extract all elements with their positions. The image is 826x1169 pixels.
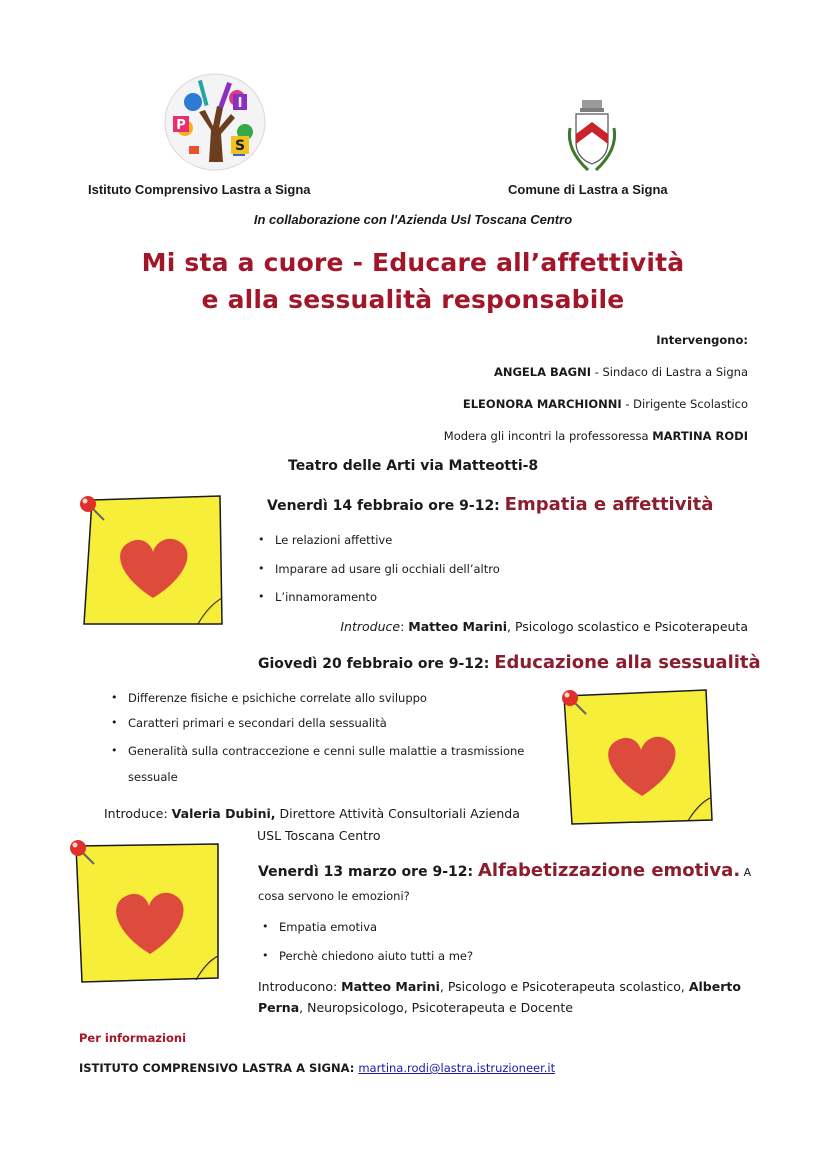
session-date: Venerdì 14 febbraio ore 9-12: xyxy=(267,498,505,514)
session-3-intro xyxy=(258,979,741,994)
town-coat-of-arms xyxy=(564,98,620,174)
list-item: • Caratteri primari e secondari della sessualità xyxy=(128,716,387,730)
session-3-question: cosa servono le emozioni? xyxy=(258,889,410,903)
session-date: Giovedì 20 febbraio ore 9-12: xyxy=(258,656,495,672)
intro-name-2a: Alberto xyxy=(688,979,741,994)
intro-label: Introduce: xyxy=(104,806,172,821)
session-topic-dot: . xyxy=(733,860,741,881)
list-item: • Generalità sulla contraccezione e cenni sulle malattie a trasmissione xyxy=(128,744,524,758)
list-item: • Differenze fisiche e psichiche correlate allo sviluppo xyxy=(128,691,427,705)
intro-sep: : xyxy=(400,619,409,634)
list-item: • L’innamoramento xyxy=(275,590,377,604)
session-3-intro-line-2 xyxy=(258,1000,573,1015)
moderator-line xyxy=(444,429,748,443)
session-topic: Educazione alla sessualità xyxy=(494,652,761,673)
moderator-prefix: Modera gli incontri la professoressa xyxy=(443,429,653,443)
speaker-name: ELEONORA MARCHIONNI xyxy=(462,397,622,411)
speaker-role: - Sindaco di Lastra a Signa xyxy=(591,365,748,379)
intro-role: Direttore Attività Consultoriali Azienda xyxy=(275,806,520,821)
collaboration-note: In collaborazione con l'Azienda Usl Toscana Centro xyxy=(253,212,573,227)
speaker-line xyxy=(463,397,748,411)
logo-letter-s: S xyxy=(234,138,246,154)
session-topic: Empatia e affettività xyxy=(504,494,714,515)
intro-label: Introduce xyxy=(340,619,401,634)
intro-name: Matteo Marini xyxy=(341,979,440,994)
page-title-line-1: Mi sta a cuore - Educare all’affettività xyxy=(141,248,685,277)
intro-role-2: , Neuropsicologo, Psicoterapeuta e Docente xyxy=(299,1000,573,1015)
info-prefix: ISTITUTO COMPRENSIVO LASTRA A SIGNA: xyxy=(79,1061,359,1075)
sticky-note-heart xyxy=(560,688,710,828)
session-2-intro xyxy=(104,806,520,821)
info-contact xyxy=(79,1061,555,1075)
speaker-role: - Dirigente Scolastico xyxy=(621,397,748,411)
list-item: • Imparare ad usare gli occhiali dell’altro xyxy=(275,562,500,576)
speaker-line xyxy=(494,365,748,379)
intro-role: , Psicologo e Psicoterapeuta scolastico, xyxy=(439,979,689,994)
session-date: Venerdì 13 marzo ore 9-12: xyxy=(258,864,478,880)
intro-role: , Psicologo scolastico e Psicoterapeuta xyxy=(507,619,748,634)
logo-letter-p: P xyxy=(176,118,186,133)
intro-name: Valeria Dubini, xyxy=(171,806,276,821)
info-label: Per informazioni xyxy=(79,1031,187,1045)
email-link[interactable]: martina.rodi@lastra.istruzioneer.it xyxy=(358,1061,556,1075)
list-item: • Le relazioni affettive xyxy=(275,533,392,547)
session-3-heading xyxy=(258,860,751,881)
session-2-intro-line-2: USL Toscana Centro xyxy=(257,828,381,843)
town-name: Comune di Lastra a Signa xyxy=(508,182,668,197)
venue: Teatro delle Arti via Matteotti-8 xyxy=(288,458,539,474)
school-name: Istituto Comprensivo Lastra a Signa xyxy=(88,182,311,197)
session-1-intro xyxy=(340,619,748,634)
sticky-note-heart xyxy=(78,494,228,634)
speaker-name: ANGELA BAGNI xyxy=(493,365,592,379)
intro-name-2b: Perna xyxy=(258,1000,300,1015)
session-1-heading xyxy=(267,494,713,515)
session-topic: Alfabetizzazione emotiva xyxy=(477,860,734,881)
page-title-line-2: e alla sessualità responsabile xyxy=(201,285,625,314)
intro-label: Introducono: xyxy=(258,979,342,994)
list-item: • Perchè chiedono aiuto tutti a me? xyxy=(279,949,473,963)
session-trail: A xyxy=(740,866,752,879)
logo-letter-i: I xyxy=(237,96,243,111)
speakers-heading: Intervengono: xyxy=(656,333,748,347)
session-2-heading xyxy=(258,652,761,673)
sticky-note-heart xyxy=(68,838,218,978)
moderator-name: MARTINA RODI xyxy=(652,429,748,443)
list-item: • Empatia emotiva xyxy=(279,920,377,934)
list-item-continuation: sessuale xyxy=(128,770,178,784)
school-logo xyxy=(163,72,267,172)
intro-name: Matteo Marini xyxy=(408,619,508,634)
